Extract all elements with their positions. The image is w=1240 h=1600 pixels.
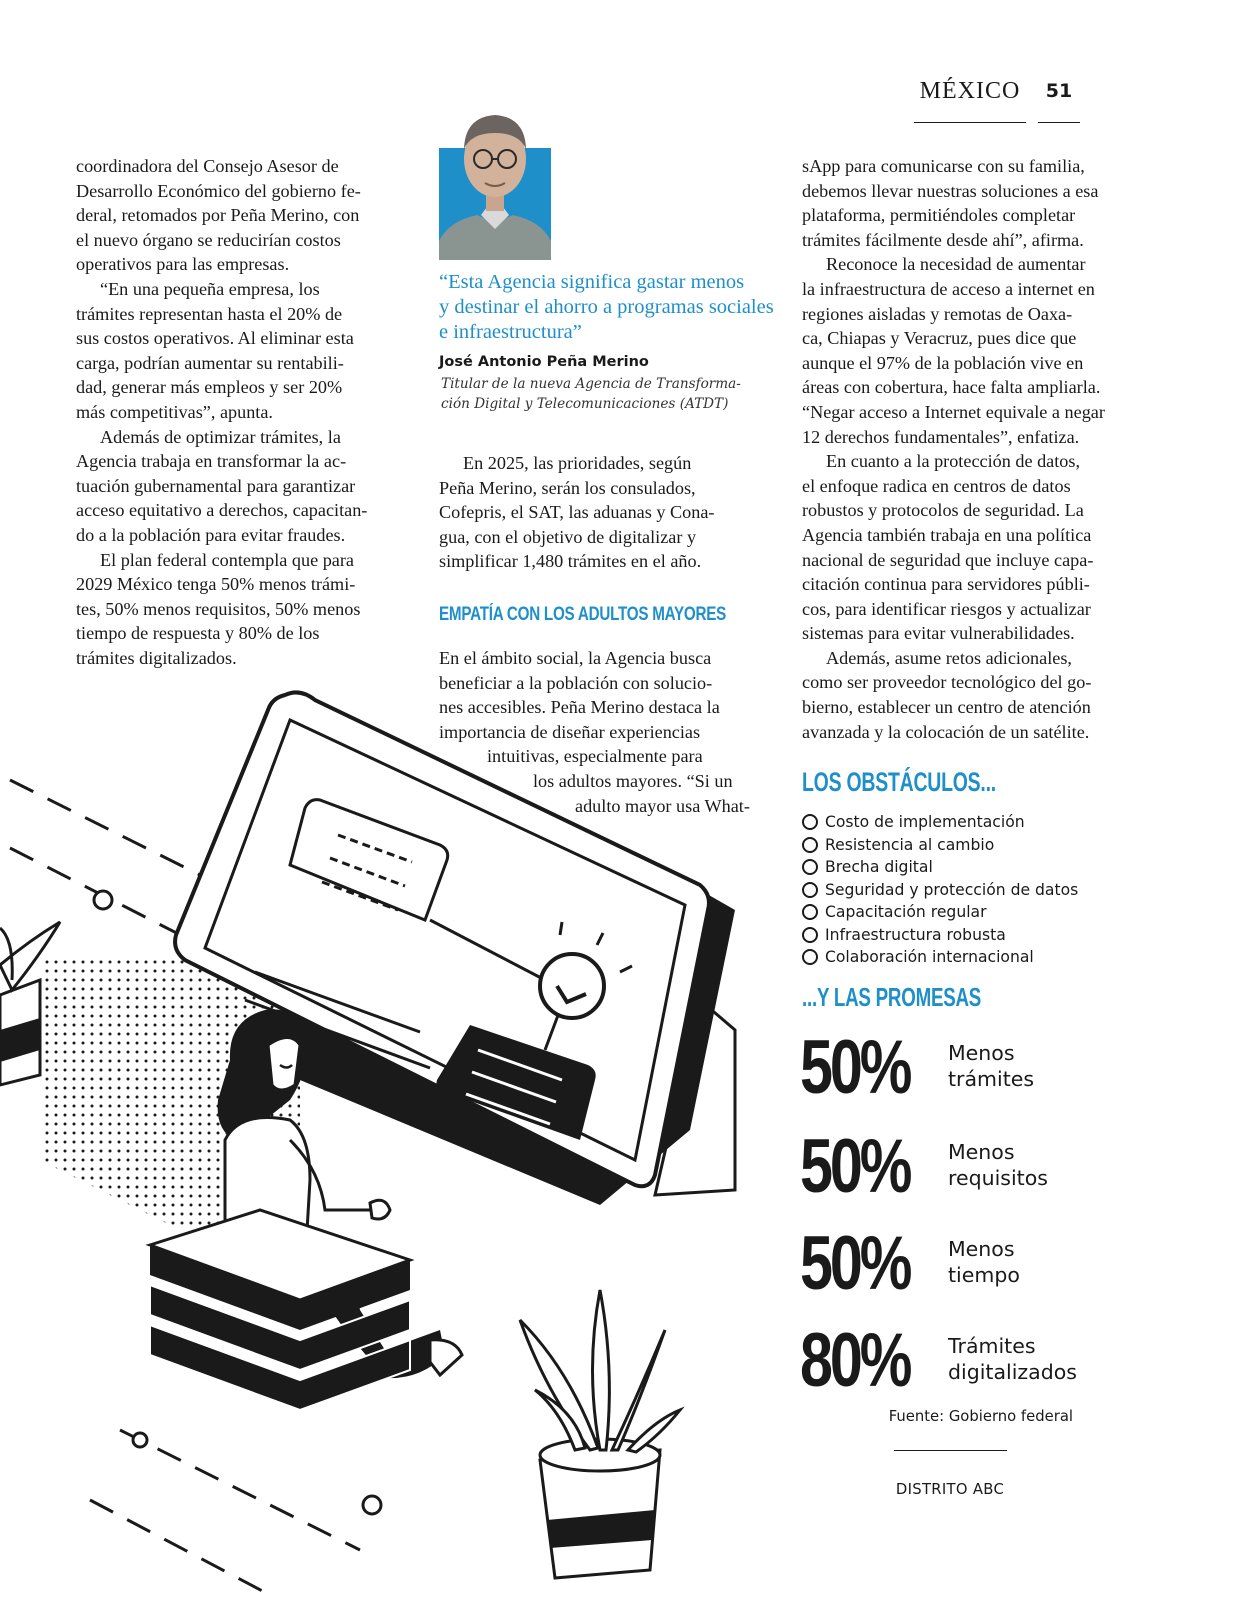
text-line: importancia de diseñar experiencias: [439, 721, 701, 742]
stat-label: [948, 1040, 1034, 1092]
text-line: simplificar 1,480 trámites en el año.: [439, 551, 702, 572]
text-line: “En una pequeña empresa, los: [100, 278, 320, 299]
text-line: Además, asume retos adicionales,: [826, 647, 1072, 668]
footer-rule: [894, 1450, 1007, 1451]
list-item: [802, 924, 1132, 947]
obstacle-label: Infraestructura robusta: [825, 925, 1006, 944]
page-header: [914, 78, 1094, 128]
promise-stat: [800, 1318, 1122, 1406]
circle-outline-icon: [802, 949, 818, 965]
stat-label: [948, 1236, 1020, 1288]
text-line: carga, podrían aumentar su rentabili-: [76, 352, 344, 373]
text-line: “Negar acceso a Internet equivale a negar: [802, 401, 1105, 422]
promise-stat: [800, 1124, 1122, 1212]
text-line: Cofepris, el SAT, las aduanas y Cona-: [439, 502, 715, 523]
text-line: ca, Chiapas y Veracruz, pues dice que: [802, 328, 1077, 349]
text-line: Agencia trabaja en transformar la ac-: [76, 451, 347, 472]
text-line: En 2025, las prioridades, según: [463, 453, 692, 473]
text-line: aunque el 97% de la población vive en: [802, 352, 1084, 373]
text-line: los adultos mayores. “Si un: [533, 770, 733, 791]
pull-quote: [439, 270, 789, 345]
text-line: El plan federal contempla que para: [100, 549, 354, 570]
stat-value: 80%: [800, 1318, 910, 1403]
obstacle-label: Seguridad y protección de datos: [825, 880, 1079, 899]
list-item: [802, 856, 1132, 879]
text-line: gua, con el objetivo de digitalizar y: [439, 526, 697, 547]
text-line: áreas con cobertura, hace falta ampliarla.: [802, 377, 1101, 398]
text-line: intuitivas, especialmente para: [487, 746, 703, 767]
text-line: sus costos operativos. Al eliminar esta: [76, 328, 354, 349]
list-item: [802, 879, 1132, 902]
stat-value: 50%: [800, 1124, 910, 1209]
list-item: [802, 834, 1132, 857]
text-line: debemos llevar nuestras soluciones a esa: [802, 180, 1099, 201]
promise-stat: [800, 1221, 1122, 1309]
text-line: 12 derechos fundamentales”, enfatiza.: [802, 426, 1080, 447]
text-line: Agencia también trabaja en una política: [802, 524, 1092, 545]
text-line: trámites digitalizados.: [76, 647, 237, 668]
text-line: regiones aisladas y remotas de Oaxa-: [802, 303, 1073, 324]
text-line: nes accesibles. Peña Merino destaca la: [439, 697, 720, 718]
section-name: MÉXICO: [919, 78, 1021, 104]
page-number: 51: [1045, 80, 1073, 102]
text-line: coordinadora del Consejo Asesor de: [76, 156, 339, 176]
text-line: dad, generar más empleos y ser 20%: [76, 377, 343, 398]
text-line: robustos y protocolos de seguridad. La: [802, 500, 1084, 521]
circle-outline-icon: [802, 837, 818, 853]
list-item: [802, 811, 1132, 834]
header-rule: [1038, 122, 1080, 123]
text-line: como ser proveedor tecnológico del go-: [802, 672, 1092, 693]
section-subhead: EMPATÍA CON LOS ADULTOS MAYORES: [439, 604, 727, 625]
stat-label-line: requisitos: [948, 1166, 1048, 1190]
stat-label-line: Menos: [948, 1041, 1015, 1065]
obstacles-title: LOS OBSTÁCULOS...: [802, 767, 996, 797]
text-line: do a la población para evitar fraudes.: [76, 524, 346, 545]
list-item: [802, 946, 1132, 969]
promise-stat: [800, 1025, 1122, 1113]
list-item: [802, 901, 1132, 924]
text-line: En el ámbito social, la Agencia busca: [439, 648, 712, 668]
text-line: deral, retomados por Peña Merino, con: [76, 205, 360, 226]
text-line: nacional de seguridad que incluye capa-: [802, 549, 1094, 570]
text-line: bierno, establecer un centro de atención: [802, 697, 1091, 718]
footer-brand: DISTRITO ABC: [895, 1481, 1005, 1498]
circle-outline-icon: [802, 859, 818, 875]
quote-author-role: [441, 374, 781, 414]
text-line: más competitivas”, apunta.: [76, 401, 273, 422]
text-line: citación continua para servidores públi-: [802, 574, 1090, 595]
obstacle-label: Capacitación regular: [825, 903, 987, 922]
text-line: 2029 México tenga 50% menos trámi-: [76, 574, 356, 595]
article-column-1: [76, 154, 416, 670]
text-line: Peña Merino, serán los consulados,: [439, 477, 696, 498]
circle-outline-icon: [802, 904, 818, 920]
obstacles-list: [802, 811, 1132, 969]
text-line: Además de optimizar trámites, la: [100, 426, 341, 447]
source-credit: Fuente: Gobierno federal: [888, 1408, 1073, 1425]
text-line: la infraestructura de acceso a internet en: [802, 278, 1095, 299]
quote-line: y destinar el ahorro a programas sociales: [439, 296, 774, 318]
text-line: cos, para identificar riesgos y actualizar: [802, 598, 1091, 619]
quote-line: e infraestructura”: [439, 321, 582, 343]
stat-value: 50%: [800, 1025, 910, 1110]
text-line: En cuanto a la protección de datos,: [826, 451, 1081, 472]
role-line: Titular de la nueva Agencia de Transforma-: [441, 376, 741, 392]
text-line: plataforma, permitiéndoles completar: [802, 205, 1076, 226]
role-line: ción Digital y Telecomunicaciones (ATDT): [441, 396, 729, 412]
text-line: operativos para las empresas.: [76, 254, 290, 275]
article-column-2: [439, 451, 779, 574]
circle-outline-icon: [802, 927, 818, 943]
text-line: Reconoce la necesidad de aumentar: [826, 254, 1086, 275]
quote-line: “Esta Agencia significa gastar menos: [439, 271, 745, 293]
text-line: avanzada y la colocación de un satélite.: [802, 721, 1090, 742]
text-line: sApp para comunicarse con su familia,: [802, 156, 1085, 176]
text-line: el nuevo órgano se reducirían costos: [76, 229, 341, 250]
stat-label-line: Menos: [948, 1140, 1015, 1164]
woman-at-tablet-illustration: [0, 690, 800, 1595]
header-rule: [914, 122, 1026, 123]
text-line: tiempo de respuesta y 80% de los: [76, 623, 320, 644]
text-line: beneficiar a la población con solucio-: [439, 672, 713, 693]
quote-author: José Antonio Peña Merino: [439, 354, 649, 370]
stat-value: 50%: [800, 1221, 910, 1306]
stat-label-line: Trámites: [948, 1334, 1036, 1358]
stat-label-line: trámites: [948, 1067, 1035, 1091]
circle-outline-icon: [802, 882, 818, 898]
stat-label-line: Menos: [948, 1237, 1015, 1261]
text-line: trámites fácilmente desde ahí”, afirma.: [802, 229, 1084, 250]
obstacle-label: Colaboración internacional: [825, 948, 1034, 967]
text-line: tes, 50% menos requisitos, 50% menos: [76, 598, 361, 619]
article-column-3: [802, 154, 1147, 744]
text-line: tuación gubernamental para garantizar: [76, 475, 356, 496]
text-line: adulto mayor usa What-: [575, 795, 750, 816]
stat-label: [948, 1333, 1077, 1385]
stat-label: [948, 1139, 1048, 1191]
text-line: el enfoque radica en centros de datos: [802, 475, 1071, 496]
stat-label-line: tiempo: [948, 1263, 1020, 1287]
text-line: trámites representan hasta el 20% de: [76, 303, 343, 324]
obstacle-label: Brecha digital: [825, 858, 933, 877]
obstacle-label: Resistencia al cambio: [825, 835, 995, 854]
author-photo: [439, 103, 551, 260]
promises-title: ...Y LAS PROMESAS: [802, 982, 982, 1012]
text-line: acceso equitativo a derechos, capacitan-: [76, 500, 368, 521]
text-line: sistemas para evitar vulnerabilidades.: [802, 623, 1075, 644]
stat-label-line: digitalizados: [948, 1360, 1077, 1384]
obstacle-label: Costo de implementación: [825, 813, 1025, 832]
text-line: Desarrollo Económico del gobierno fe-: [76, 180, 361, 201]
circle-outline-icon: [802, 814, 818, 830]
